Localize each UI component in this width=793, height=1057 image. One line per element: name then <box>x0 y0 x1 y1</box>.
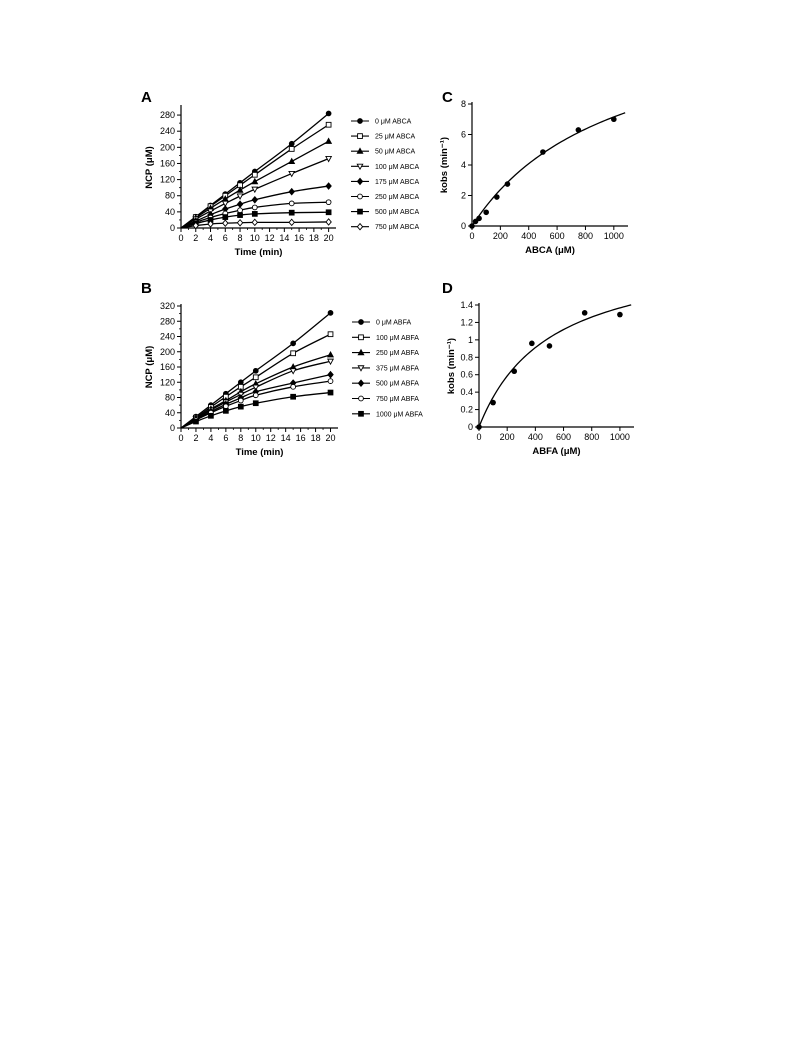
y-tick-label: 200 <box>159 346 175 357</box>
data-point <box>540 149 546 155</box>
legend-entry <box>352 365 419 372</box>
y-tick-label: 0 <box>460 221 466 231</box>
data-point <box>476 424 482 430</box>
data-point <box>328 379 333 384</box>
x-tick-label: 10 <box>250 433 261 443</box>
y-axis-title: NCP (μM) <box>144 345 155 389</box>
data-point <box>328 310 333 315</box>
x-tick-label: 600 <box>549 231 565 241</box>
x-tick-label: 18 <box>308 233 319 243</box>
data-point <box>328 332 333 337</box>
x-tick-label: 0 <box>476 432 482 442</box>
y-axis-title: kobs (min⁻¹) <box>446 337 457 395</box>
legend-label: 250 μM ABFA <box>376 350 419 358</box>
data-point <box>223 215 228 220</box>
data-point <box>494 194 500 200</box>
legend-marker <box>358 134 363 139</box>
panel-letter: A <box>141 89 152 106</box>
data-point <box>328 372 333 378</box>
legend-label: 0 μM ABFA <box>376 319 412 327</box>
data-point <box>209 413 214 418</box>
legend-marker <box>357 224 362 230</box>
data-point <box>326 111 331 116</box>
legend-entry <box>352 396 419 403</box>
data-point <box>238 208 243 213</box>
x-tick-label: 400 <box>527 432 543 442</box>
y-tick-label: 160 <box>159 362 175 372</box>
data-point <box>291 384 296 389</box>
data-point <box>252 172 257 177</box>
legend-label: 100 μM ABFA <box>376 334 419 342</box>
legend-label: 500 μM ABCA <box>375 209 420 217</box>
x-tick-label: 18 <box>310 433 321 443</box>
y-tick-label: 0 <box>169 223 175 233</box>
legend-marker <box>359 320 364 325</box>
y-tick-label: 0 <box>169 423 175 433</box>
data-point <box>237 201 242 207</box>
data-point <box>238 398 243 403</box>
legend-label: 250 μM ABCA <box>375 194 420 201</box>
y-tick-label: 160 <box>159 158 175 169</box>
legend-label: 1000 μM ABFA <box>376 411 423 419</box>
data-point <box>483 209 489 215</box>
data-point <box>238 404 243 409</box>
x-axis-title: ABFA (μM) <box>532 446 581 457</box>
x-tick-label: 800 <box>577 231 593 241</box>
data-point <box>529 341 535 347</box>
data-point <box>289 219 294 225</box>
y-tick-label: 1.4 <box>460 300 473 310</box>
legend-entry <box>352 350 419 357</box>
data-point <box>617 312 623 318</box>
y-tick-label: 40 <box>164 206 175 217</box>
x-tick-label: 12 <box>265 433 276 443</box>
data-point <box>238 213 243 218</box>
x-tick-label: 12 <box>264 233 275 243</box>
legend-label: 100 μM ABCA <box>375 163 420 171</box>
data-point <box>326 219 331 225</box>
data-point <box>291 351 296 356</box>
legend-entry <box>351 148 416 155</box>
legend-marker <box>359 335 364 340</box>
panel-letter: B <box>141 280 152 297</box>
legend-marker <box>358 119 363 124</box>
y-tick-label: 0.2 <box>460 404 473 415</box>
y-tick-label: 6 <box>460 129 466 140</box>
y-tick-label: 1 <box>467 334 473 345</box>
legend-entry <box>351 194 419 201</box>
data-point <box>223 408 228 413</box>
y-tick-label: 280 <box>159 316 175 327</box>
data-point <box>326 183 331 189</box>
data-point <box>328 352 334 357</box>
legend-label: 750 μM ABCA <box>375 224 420 232</box>
legend-entry <box>351 134 416 141</box>
y-tick-label: 80 <box>164 190 175 201</box>
y-tick-label: 240 <box>159 126 175 137</box>
fit-curve <box>479 305 631 427</box>
x-tick-label: 400 <box>521 231 537 241</box>
x-tick-label: 200 <box>492 231 508 241</box>
data-point <box>238 380 243 385</box>
legend-label: 750 μM ABFA <box>376 396 419 403</box>
y-tick-label: 2 <box>460 190 466 201</box>
data-point <box>326 200 331 205</box>
x-tick-label: 16 <box>294 233 305 243</box>
x-tick-label: 6 <box>223 433 229 443</box>
legend-entry <box>351 119 412 126</box>
legend-marker <box>358 209 363 214</box>
data-point <box>576 127 582 133</box>
panel-letter: C <box>442 89 453 106</box>
y-tick-label: 0.6 <box>460 369 473 380</box>
x-tick-label: 800 <box>584 432 600 442</box>
y-tick-label: 240 <box>159 331 175 342</box>
panel-letter: D <box>442 280 453 297</box>
data-point <box>253 401 258 406</box>
x-tick-label: 1000 <box>609 432 630 442</box>
x-tick-label: 1000 <box>603 231 624 241</box>
data-point <box>547 343 553 349</box>
x-tick-label: 14 <box>280 433 291 443</box>
legend-label: 175 μM ABCA <box>375 178 420 186</box>
chart-a <box>141 89 419 258</box>
y-tick-label: 4 <box>460 160 466 170</box>
data-point <box>237 220 242 226</box>
legend-entry <box>351 209 419 216</box>
chart-d <box>442 280 634 457</box>
legend-entry <box>351 178 419 186</box>
y-tick-label: 280 <box>159 110 175 121</box>
data-point <box>223 220 228 226</box>
x-tick-label: 8 <box>237 233 243 243</box>
data-point <box>469 223 475 229</box>
data-point <box>326 138 332 143</box>
x-tick-label: 2 <box>193 433 199 443</box>
legend-entry <box>352 335 419 342</box>
x-tick-label: 10 <box>249 233 260 243</box>
data-point <box>289 141 294 146</box>
data-point <box>289 201 294 206</box>
x-tick-label: 4 <box>208 233 214 243</box>
legend-label: 0 μM ABCA <box>375 118 412 126</box>
data-point <box>289 147 294 152</box>
data-point <box>194 419 199 424</box>
legend-label: 50 μM ABCA <box>375 148 416 156</box>
data-point <box>582 310 588 316</box>
legend-label: 500 μM ABFA <box>376 380 419 388</box>
fit-curve <box>472 113 625 226</box>
y-axis-title: NCP (μM) <box>144 146 155 189</box>
x-axis-title: Time (min) <box>234 247 283 258</box>
data-point <box>253 393 258 398</box>
legend-entry <box>351 164 419 171</box>
legend-label: 25 μM ABCA <box>375 133 416 141</box>
legend-entry <box>351 224 419 232</box>
x-tick-label: 20 <box>323 233 334 243</box>
legend-marker <box>359 411 364 416</box>
chart-b <box>141 280 423 458</box>
x-tick-label: 0 <box>178 233 184 243</box>
x-tick-label: 0 <box>178 433 184 443</box>
x-axis-title: Time (min) <box>235 447 284 458</box>
y-tick-label: 200 <box>159 142 175 153</box>
legend-entry <box>352 380 419 388</box>
y-axis-title: kobs (min⁻¹) <box>439 136 450 194</box>
y-tick-label: 0.8 <box>460 352 473 363</box>
data-point <box>289 189 294 195</box>
data-point <box>252 211 257 216</box>
legend-label: 375 μM ABFA <box>376 365 419 373</box>
x-tick-label: 4 <box>208 433 214 443</box>
legend-entry <box>352 320 411 327</box>
data-point <box>326 122 331 127</box>
x-tick-label: 16 <box>295 433 306 443</box>
y-tick-label: 40 <box>164 407 175 418</box>
data-point <box>223 404 228 409</box>
y-tick-label: 8 <box>460 99 466 109</box>
x-tick-label: 20 <box>325 433 336 443</box>
data-point <box>476 216 482 222</box>
series-1 <box>181 111 331 228</box>
y-tick-label: 80 <box>164 392 175 403</box>
legend-marker <box>358 194 363 199</box>
y-tick-label: 120 <box>159 377 175 388</box>
x-tick-label: 6 <box>222 233 228 243</box>
x-tick-label: 2 <box>193 233 199 243</box>
data-point <box>611 116 617 122</box>
legend-marker <box>359 396 364 401</box>
data-point <box>326 210 331 215</box>
y-tick-label: 0 <box>467 422 473 432</box>
y-tick-label: 1.2 <box>460 317 473 328</box>
y-tick-label: 120 <box>159 174 175 185</box>
data-point <box>252 219 257 225</box>
y-tick-label: 0.4 <box>460 387 473 398</box>
legend-marker <box>357 178 362 184</box>
chart-c <box>439 89 628 256</box>
legend-marker <box>358 380 363 386</box>
series-1 <box>181 310 333 428</box>
x-tick-label: 14 <box>279 233 290 243</box>
y-tick-label: 320 <box>159 301 175 311</box>
data-point <box>252 205 257 210</box>
data-point <box>289 210 294 215</box>
legend-entry <box>352 411 423 418</box>
data-point <box>291 341 296 346</box>
x-tick-label: 0 <box>469 231 475 241</box>
x-tick-label: 8 <box>238 433 244 443</box>
x-axis-title: ABCA (μM) <box>525 245 575 256</box>
data-point <box>252 197 257 203</box>
data-point <box>291 394 296 399</box>
data-point <box>253 375 258 380</box>
data-point <box>490 400 496 406</box>
data-point <box>328 390 333 395</box>
data-point <box>511 368 517 374</box>
data-point <box>505 181 511 187</box>
data-point <box>253 368 258 373</box>
x-tick-label: 200 <box>499 432 515 442</box>
x-tick-label: 600 <box>556 432 572 442</box>
